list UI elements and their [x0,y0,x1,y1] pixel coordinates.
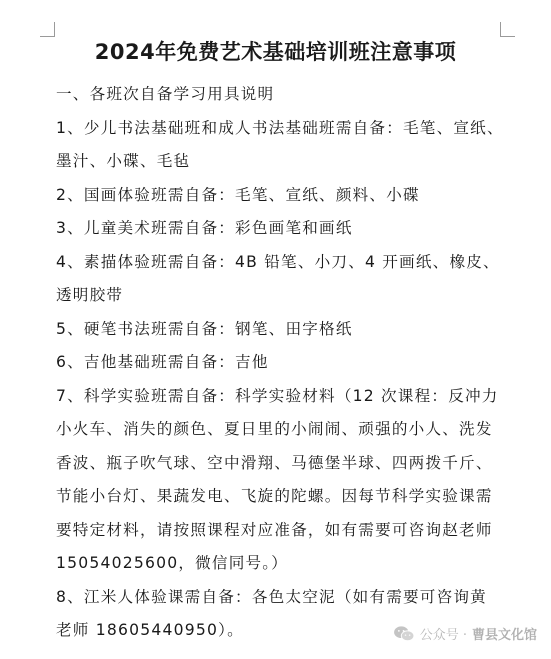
body-line: 1、少儿书法基础班和成人书法基础班需自备：毛笔、宣纸、 [56,118,504,137]
crop-mark-top-left [40,22,55,37]
body-line: 香波、瓶子吹气球、空中滑翔、马德堡半球、四两拨千斤、 [56,453,493,472]
body-line: 7、科学实验班需自备：科学实验材料（12 次课程：反冲力 [56,386,499,405]
body-line: 4、素描体验班需自备：4B 铅笔、小刀、4 开画纸、橡皮、 [56,252,500,271]
watermark [393,624,537,643]
watermark-prefix: 公众号 · [419,628,467,643]
watermark-account-name: 曹县文化馆 [471,628,537,643]
body-line: 5、硬笔书法班需自备：钢笔、田字格纸 [56,319,353,338]
body-line: 墨汁、小碟、毛毡 [56,152,191,170]
section-heading: 一、各班次自备学习用具说明 [56,85,275,103]
wechat-icon [393,625,415,643]
document-title: 2024年免费艺术基础培训班注意事项 [94,40,457,64]
body-line: 2、国画体验班需自备：毛笔、宣纸、颜料、小碟 [56,185,420,204]
body-line: 老师 18605440950）。 [56,621,244,639]
body-line: 要特定材料，请按照课程对应准备，如有需要可咨询赵老师 [56,520,493,539]
body-line: 8、江米人体验课需自备：各色太空泥（如有需要可咨询黄 [56,587,487,606]
body-line: 3、儿童美术班需自备：彩色画笔和画纸 [56,219,353,237]
body-line: 小火车、消失的颜色、夏日里的小闹闹、顽强的小人、洗发 [56,420,493,438]
body-line: 节能小台灯、果蔬发电、飞旋的陀螺。因每节科学实验课需 [56,487,493,505]
body-line: 透明胶带 [56,286,124,304]
body-line: 15054025600，微信同号。） [56,554,289,572]
crop-mark-top-right [500,22,515,37]
body-line: 6、吉他基础班需自备：吉他 [56,353,269,371]
